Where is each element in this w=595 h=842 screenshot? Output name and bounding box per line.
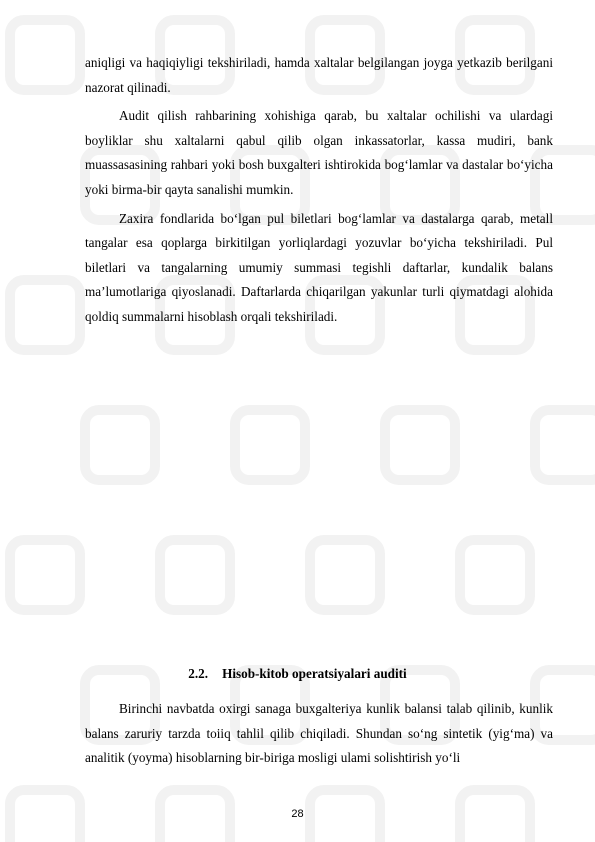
section-heading xyxy=(0,662,595,687)
page-number: 28 xyxy=(291,808,304,820)
paragraph-3: Zaxira fondlarida bo‘lgan pul biletlari bog‘lamlar va dastalarga qarab, metall tangalar esa qoplarga birkitilgan yorliqlardagi yozuvlar bo‘yicha tekshiriladi. Pul biletlari va tangalarning umumiy summasi tegishli daftarlar, kundalik balans ma’lumotlariga qiyoslanadi. Daftarlarda chiqarilgan yakunlar turli qiymatdagi alohida qoldiq summalarni hisoblash orqali tekshiriladi. xyxy=(85,210,553,324)
paragraph-2: Audit qilish rahbarining xohishiga qarab, bu xaltalar ochilishi va ulardagi boyliklar shu xaltalarni qabul qilib olgan inkassatorlar, kassa mudiri, bank muassasasining rahbari yoki bosh buxgalteri ishtirokida bog‘lamlar va dastalar bo‘yicha yoki birma-bir qayta sanalishi mumkin. xyxy=(85,108,553,197)
paragraph-1: aniqligi va haqiqiyligi tekshiriladi, hamda xaltalar belgilangan joyga yetkazib berilgani nazorat qilinadi. xyxy=(85,55,553,95)
section-number: 2.2. xyxy=(188,666,209,681)
body-text-bottom xyxy=(85,697,553,771)
section-title: Hisob-kitob operatsiyalari auditi xyxy=(222,666,407,681)
paragraph-4: Birinchi navbatda oxirgi sanaga buxgalteriya kunlik balansi talab qilinib, kunlik balans zaruriy tarzda toiiq tahlil qilib chiqiladi. Shundan so‘ng sintetik (yig‘ma) va analitik (yoyma) hisoblarning bir-biriga mosligi ulami solishtirish yo‘li xyxy=(85,701,553,766)
body-text-top xyxy=(85,51,553,330)
